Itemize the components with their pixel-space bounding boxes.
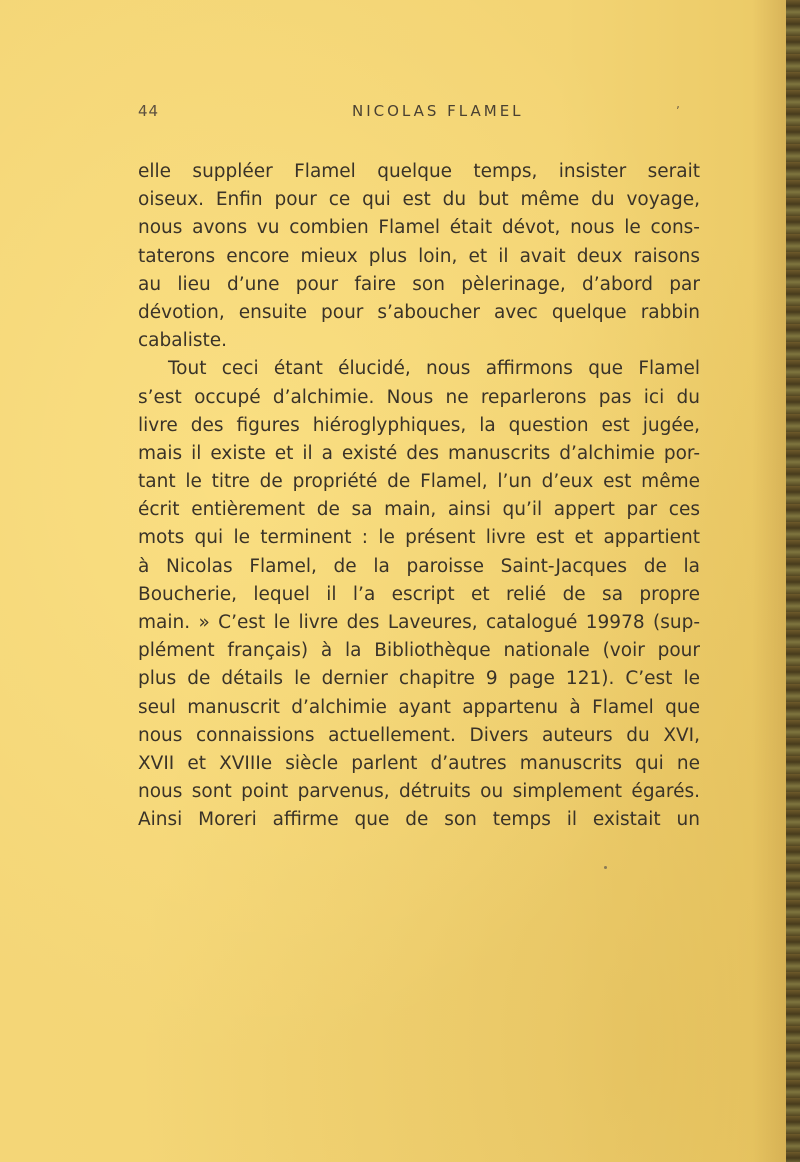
page-edge xyxy=(786,0,800,1162)
text-line: XVII et XVIIIe siècle parlent d’autres manuscrits qui ne xyxy=(138,752,700,774)
text-line: tant le titre de propriété de Flamel, l’un d’eux est même xyxy=(138,471,700,493)
text-line: livre des figures hiéroglyphiques, la question est jugée, xyxy=(138,414,700,436)
text-line: seul manuscrit d’alchimie ayant appartenu à Flamel que xyxy=(138,696,700,718)
text-line: main. » C’est le livre des Laveures, catalogué 19978 (sup- xyxy=(138,612,700,633)
paper-speck xyxy=(604,866,607,869)
running-head: NICOLAS FLAMEL xyxy=(352,102,524,120)
text-line: à Nicolas Flamel, de la paroisse Saint-Jacques de la xyxy=(138,555,700,577)
text-line: Ainsi Moreri affirme que de son temps il existait un xyxy=(138,809,700,831)
page-header xyxy=(138,98,698,128)
text-line: taterons encore mieux plus loin, et il avait deux raisons xyxy=(138,245,700,267)
text-line: nous connaissions actuellement. Divers auteurs du XVI, xyxy=(138,724,700,746)
text-line: nous sont point parvenus, détruits ou simplement égarés. xyxy=(138,781,700,803)
text-line: elle suppléer Flamel quelque temps, insister serait xyxy=(138,161,700,182)
text-line: plus de détails le dernier chapitre 9 page 121). C’est le xyxy=(138,668,700,690)
text-line: cabaliste. xyxy=(138,330,228,352)
text-line: Tout ceci étant élucidé, nous affirmons que Flamel xyxy=(168,358,700,380)
body-text xyxy=(138,158,700,835)
text-line: mais il existe et il a existé des manuscrits d’alchimie por- xyxy=(138,442,700,464)
text-line: Boucherie, lequel il l’a escript et relié de sa propre xyxy=(138,583,700,605)
text-line: oiseux. Enfin pour ce qui est du but même du voyage, xyxy=(138,189,700,211)
text-line: s’est occupé d’alchimie. Nous ne reparlerons pas ici du xyxy=(138,386,700,408)
text-line: au lieu d’une pour faire son pèlerinage, d’abord par xyxy=(138,273,700,295)
text-line: mots qui le terminent : le présent livre est et appartient xyxy=(138,527,700,549)
page-number: 44 xyxy=(138,102,160,120)
text-line: dévotion, ensuite pour s’aboucher avec quelque rabbin xyxy=(138,301,700,323)
header-mark: ʼ xyxy=(676,104,680,118)
text-line: écrit entièrement de sa main, ainsi qu’il appert par ces xyxy=(138,499,700,521)
text-line: nous avons vu combien Flamel était dévot, nous le cons- xyxy=(138,217,700,239)
text-line: plément français) à la Bibliothèque nationale (voir pour xyxy=(138,640,700,662)
